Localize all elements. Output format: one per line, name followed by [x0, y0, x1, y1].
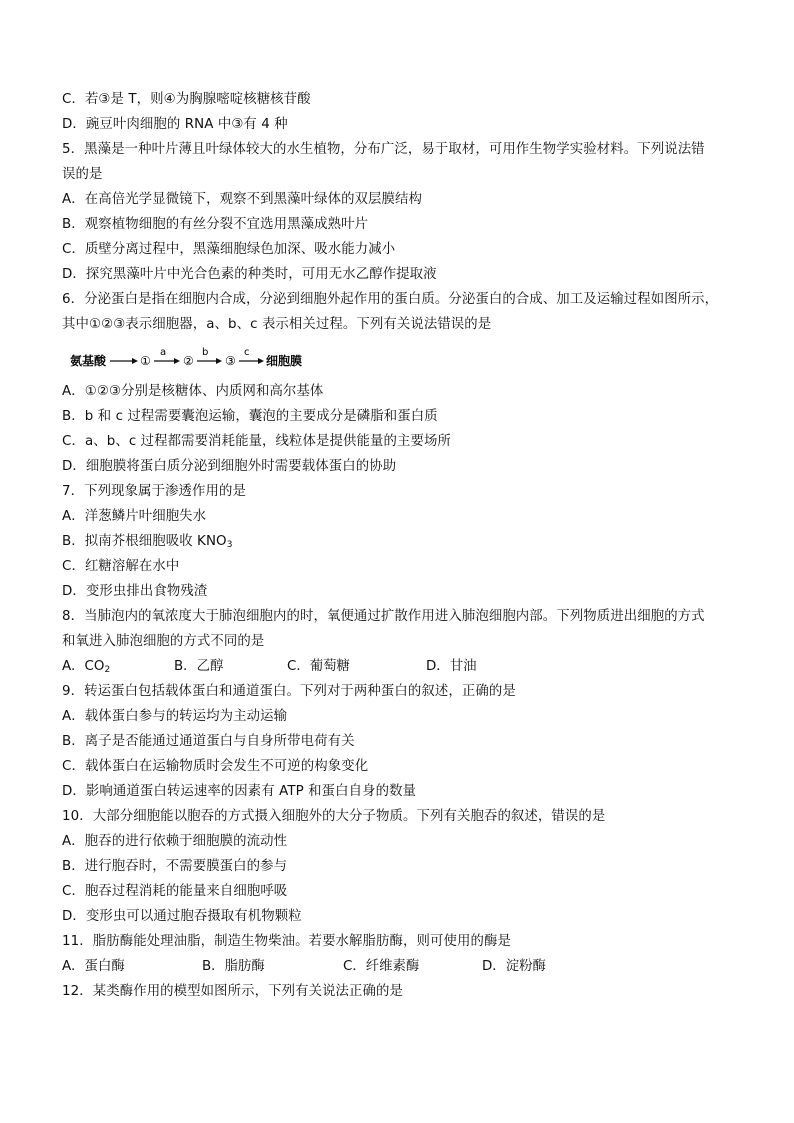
q7-option-d: D．变形虫排出食物残渣 — [62, 584, 208, 599]
flow-end: 细胞膜 — [266, 354, 303, 368]
q11-option-d: D．淀粉酶 — [482, 959, 546, 974]
q5-stem-line2: 误的是 — [62, 167, 103, 182]
q11-option-c: C．纤维素酶 — [343, 959, 420, 974]
q7-option-b-text: B．拟南芥根细胞吸收 KNO — [62, 534, 227, 549]
q8-stem-line1: 8．当肺泡内的氧浓度大于肺泡细胞内的时，氧便通过扩散作用进入肺泡细胞内部。下列物质进出细胞的方式 — [62, 609, 705, 624]
q5-option-d: D．探究黑藻叶片中光合色素的种类时，可用无水乙醇作提取液 — [62, 267, 437, 282]
q9-option-c: C．载体蛋白在运输物质时会发生不可逆的构象变化 — [62, 759, 369, 774]
q7-option-b — [62, 532, 233, 555]
q4-option-c: C．若③是 T，则④为胸腺嘧啶核糖核苷酸 — [62, 92, 311, 107]
flow-arrowhead-2 — [216, 358, 222, 364]
q10-option-a: A．胞吞的进行依赖于细胞膜的流动性 — [62, 834, 288, 849]
q5-option-c: C．质壁分离过程中，黑藻细胞绿色加深、吸水能力减小 — [62, 242, 396, 257]
q6-stem-line2: 其中①②③表示细胞器，a、b、c 表示相关过程。下列有关说法错误的是 — [62, 317, 492, 332]
q8-option-b: B．乙醇 — [174, 659, 224, 674]
q7-option-c: C．红糖溶解在水中 — [62, 559, 180, 574]
flow-arrowhead-1 — [174, 358, 180, 364]
q11-stem: 11．脂肪酶能处理油脂，制造生物柴油。若要水解脂肪酶，则可使用的酶是 — [62, 934, 511, 949]
q10-option-c: C．胞吞过程消耗的能量来自细胞呼吸 — [62, 884, 288, 899]
q9-option-b: B．离子是否能通过通道蛋白与自身所带电荷有关 — [62, 734, 355, 749]
q7-option-a: A．洋葱鳞片叶细胞失水 — [62, 509, 207, 524]
q11-option-b: B．脂肪酶 — [202, 959, 265, 974]
q10-stem: 10．大部分细胞能以胞吞的方式摄入细胞外的大分子物质。下列有关胞吞的叙述，错误的是 — [62, 809, 606, 824]
q9-option-a: A．载体蛋白参与的转运均为主动运输 — [62, 709, 288, 724]
flow-start: 氨基酸 — [70, 354, 107, 368]
secretion-flow-diagram — [70, 344, 330, 374]
q5-option-b: B．观察植物细胞的有丝分裂不宜选用黑藻成熟叶片 — [62, 217, 369, 232]
q9-option-d: D．影响通道蛋白转运速率的因素有 ATP 和蛋白自身的数量 — [62, 784, 417, 799]
q6-option-c: C．a、b、c 过程都需要消耗能量，线粒体是提供能量的主要场所 — [62, 434, 451, 449]
q8-option-a — [62, 657, 110, 680]
q8-stem-line2: 和氧进入肺泡细胞的方式不同的是 — [62, 634, 265, 649]
subscript-3: 3 — [226, 540, 233, 550]
flow-arrowhead-0 — [132, 358, 138, 364]
q12-stem: 12．某类酶作用的模型如图所示，下列有关说法正确的是 — [62, 984, 404, 999]
q5-option-a: A．在高倍光学显微镜下，观察不到黑藻叶绿体的双层膜结构 — [62, 192, 423, 207]
flow-label-a: a — [160, 347, 167, 358]
q7-stem: 7．下列现象属于渗透作用的是 — [62, 484, 246, 499]
q6-option-d: D．细胞膜将蛋白质分泌到细胞外时需要载体蛋白的协助 — [62, 459, 397, 474]
flow-node-3: ③ — [225, 354, 236, 368]
q10-option-b: B．进行胞吞时，不需要膜蛋白的参与 — [62, 859, 288, 874]
q8-option-d: D．甘油 — [426, 659, 477, 674]
flow-label-c: c — [244, 347, 250, 358]
q5-stem-line1: 5．黑藻是一种叶片薄且叶绿体较大的水生植物，分布广泛，易于取材，可用作生物学实验材料。下列说法错 — [62, 142, 705, 157]
q6-stem-line1: 6．分泌蛋白是指在细胞内合成，分泌到细胞外起作用的蛋白质。分泌蛋白的合成、加工及运输过程如图所示， — [62, 292, 719, 307]
q11-options — [62, 957, 742, 977]
subscript-2: 2 — [104, 665, 111, 675]
flow-node-2: ② — [183, 354, 194, 368]
q6-option-b: B．b 和 c 过程需要囊泡运输，囊泡的主要成分是磷脂和蛋白质 — [62, 409, 438, 424]
flow-arrowhead-3 — [258, 358, 264, 364]
flow-node-1: ① — [140, 354, 151, 368]
q11-option-a: A．蛋白酶 — [62, 959, 125, 974]
q10-option-d: D．变形虫可以通过胞吞摄取有机物颗粒 — [62, 909, 302, 924]
q6-option-a: A．①②③分别是核糖体、内质网和高尔基体 — [62, 384, 324, 399]
flow-label-b: b — [202, 347, 209, 358]
q4-option-d: D．豌豆叶肉细胞的 RNA 中③有 4 种 — [62, 117, 288, 132]
q9-stem: 9．转运蛋白包括载体蛋白和通道蛋白。下列对于两种蛋白的叙述，正确的是 — [62, 684, 516, 699]
q8-option-c: C．葡萄糖 — [287, 659, 350, 674]
q8-options — [62, 657, 742, 677]
q8-option-a-text: A．CO — [62, 659, 105, 674]
